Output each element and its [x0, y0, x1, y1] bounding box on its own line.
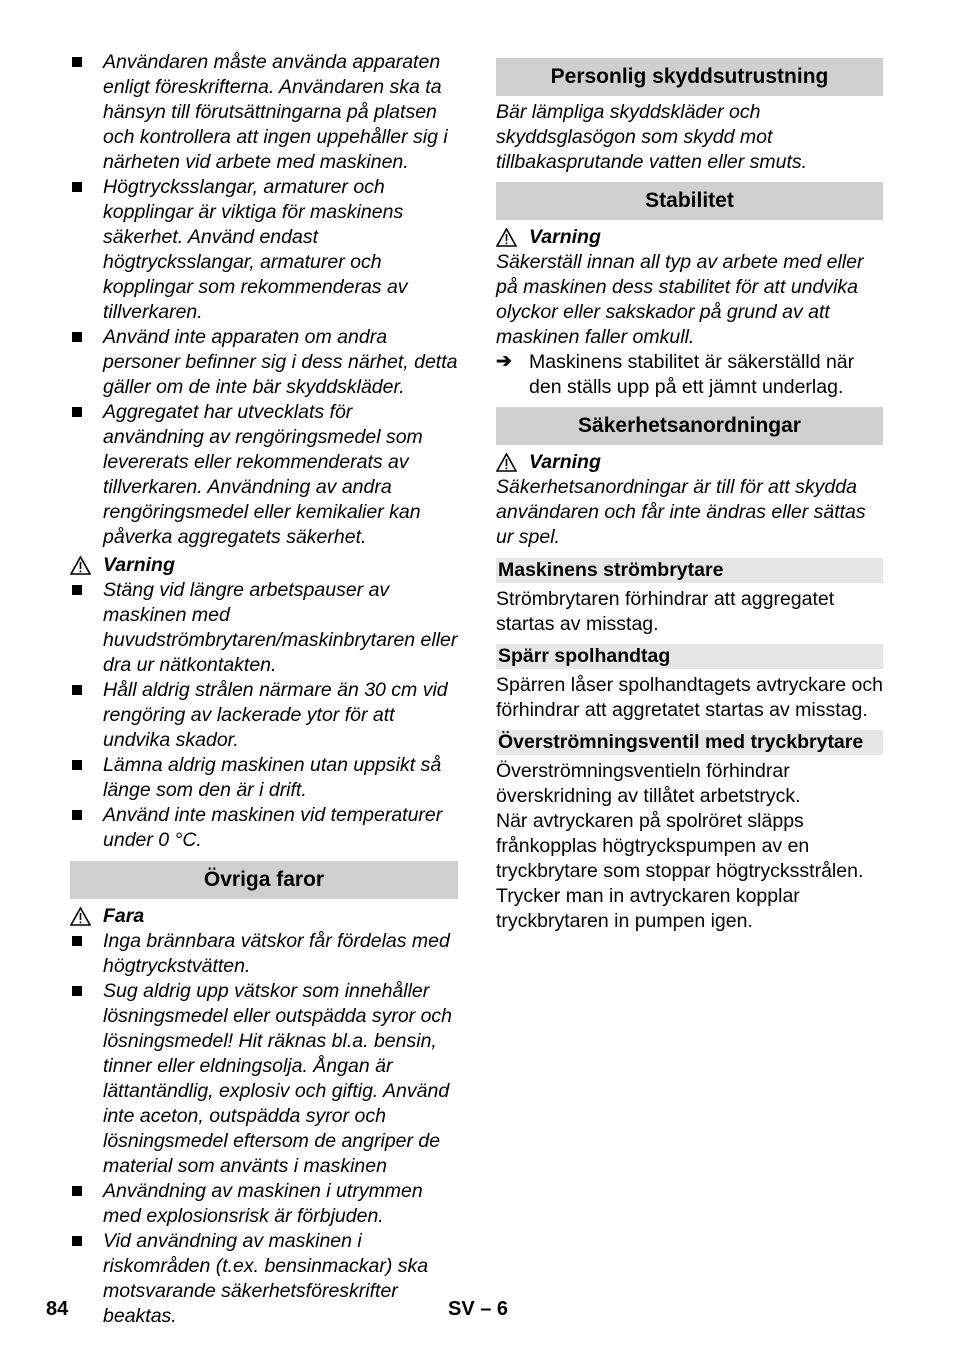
- section-heading-stabilitet: Stabilitet: [496, 182, 883, 220]
- subheading-overstromningsventil: Överströmningsventil med tryckbrytare: [496, 730, 883, 755]
- list-item: Använd inte maskinen vid temperaturer under 0 °C.: [70, 803, 458, 853]
- warning-heading: Varning: [496, 225, 883, 250]
- lock-paragraph: Spärren låser spolhandtagets avtryckare och förhindrar att aggretatet startas av misstag.: [496, 674, 883, 721]
- switch-paragraph: Strömbrytaren förhindrar att aggregatet startas av misstag.: [496, 588, 835, 635]
- warning-heading: Varning: [496, 450, 883, 475]
- section-heading-ovriga-faror: Övriga faror: [70, 861, 458, 899]
- warning-triangle-icon: [496, 228, 517, 247]
- list-item: Stäng vid längre arbetspauser av maskinen med huvudströmbrytaren/maskinbrytaren eller dra ur nätkontakten.: [70, 578, 458, 678]
- bullet-square-icon: [72, 936, 82, 946]
- list-item: Användning av maskinen i utrymmen med explosionsrisk är förbjuden.: [70, 1179, 458, 1229]
- left-column: [70, 50, 458, 1329]
- warning-triangle-icon: [70, 556, 91, 575]
- subheading-maskinens-strombrytare: Maskinens strömbrytare: [496, 558, 883, 583]
- list-item: Vid användning av maskinen i riskområden (t.ex. bensinmackar) ska motsvarande säkerhetsföreskrifter beaktas.: [70, 1229, 458, 1329]
- bullet-square-icon: [72, 1186, 82, 1196]
- warning-triangle-icon: [70, 907, 91, 926]
- bullet-square-icon: [72, 585, 82, 595]
- list-item: Aggregatet har utvecklats för användning av rengöringsmedel som levererats eller rekommenderats av tillverkaren. Användning av andra rengöringsmedel eller kemikalier kan påverka aggregatets säkerhet.: [70, 400, 458, 550]
- list-item: Högtrycksslangar, armaturer och kopplingar är viktiga för maskinens säkerhet. Använd endast högtrycksslangar, armaturer och kopplingar som rekommenderas av tillverkaren.: [70, 175, 458, 325]
- arrow-right-icon: ➔: [496, 351, 512, 372]
- section-heading-personlig-skyddsutrustning: Personlig skyddsutrustning: [496, 58, 883, 96]
- list-item: Inga brännbara vätskor får fördelas med högtryckstvätten.: [70, 929, 458, 979]
- section-heading-sakerhetsanordningar: Säkerhetsanordningar: [496, 407, 883, 445]
- list-item: Håll aldrig strålen närmare än 30 cm vid rengöring av lackerade ytor för att undvika skador.: [70, 678, 458, 753]
- danger-heading: Fara: [70, 904, 458, 929]
- page-number: 84: [46, 1298, 69, 1320]
- safety-paragraph: Säkerhetsanordningar är till för att skydda användaren och får inte ändras eller sättas ur spel.: [496, 476, 866, 548]
- ppe-paragraph: Bär lämpliga skyddskläder och skyddsglasögon som skydd mot tillbakasprutande vatten eller smuts.: [496, 101, 808, 173]
- bullet-square-icon: [72, 407, 82, 417]
- bullet-square-icon: [72, 1236, 82, 1246]
- bullet-square-icon: [72, 810, 82, 820]
- right-column: [496, 58, 883, 934]
- bullet-square-icon: [72, 685, 82, 695]
- warning-heading: Varning: [70, 553, 458, 578]
- list-item: Användaren måste använda apparaten enligt föreskrifterna. Användaren ska ta hänsyn till förutsättningarna på platsen och kontrollera att ingen uppehåller sig i närheten vid arbete med maskinen.: [70, 50, 458, 175]
- subheading-sparr-spolhandtag: Spärr spolhandtag: [496, 644, 883, 669]
- warning-triangle-icon: [496, 453, 517, 472]
- valve-paragraph-2: När avtryckaren på spolröret släpps frånkopplas högtryckspumpen av en tryckbrytare som stoppar högtrycksstrålen. Trycker man in avtryckaren kopplar tryckbrytaren in pumpen igen.: [496, 810, 864, 932]
- bullet-square-icon: [72, 760, 82, 770]
- list-item: Lämna aldrig maskinen utan uppsikt så länge som den är i drift.: [70, 753, 458, 803]
- list-item: Använd inte apparaten om andra personer befinner sig i dess närhet, detta gäller om de inte bär skyddskläder.: [70, 325, 458, 400]
- bullet-square-icon: [72, 332, 82, 342]
- page-code: SV – 6: [448, 1298, 509, 1320]
- list-item: Sug aldrig upp vätskor som innehåller lösningsmedel eller outspädda syror och lösningsmedel! Hit räknas bl.a. bensin, tinner eller eldningsolja. Ångan är lättantändlig, explosiv och giftig. Använd inte aceton, outspädda syror och lösningsmedel eftersom de angriper de material som använts i maskinen: [70, 979, 458, 1179]
- bullet-square-icon: [72, 986, 82, 996]
- valve-paragraph-1: Överströmningsventieln förhindrar överskridning av tillåtet arbetstryck.: [496, 760, 801, 807]
- stability-paragraph: Säkerställ innan all typ av arbete med eller på maskinen dess stabilitet för att undvika olyckor eller sakskador på grund av att maskinen faller omkull.: [496, 251, 864, 348]
- bullet-square-icon: [72, 182, 82, 192]
- bullet-square-icon: [72, 57, 82, 67]
- arrow-note: ➔ Maskinens stabilitet är säkerställd när den ställs upp på ett jämnt underlag.: [496, 351, 855, 398]
